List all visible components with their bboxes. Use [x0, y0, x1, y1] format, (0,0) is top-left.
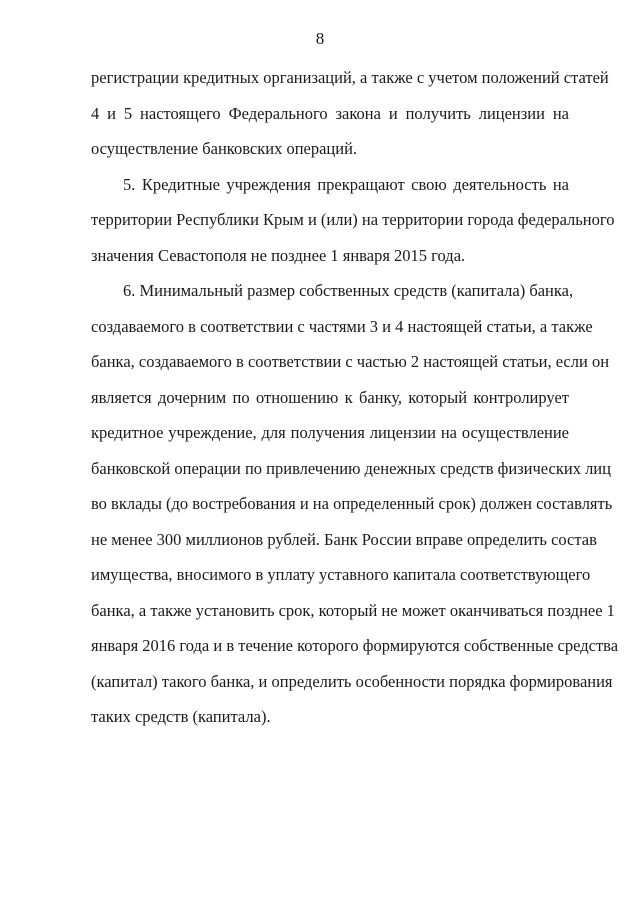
- text-line: кредитное учреждение, для получения лицензии на осуществление: [91, 423, 569, 442]
- text-line: банка, а также установить срок, который не может оканчиваться позднее 1: [91, 601, 615, 620]
- paragraph-6-first-line: 6. Минимальный размер собственных средств (капитала) банка,: [123, 281, 574, 300]
- paragraph-5-first-line: 5. Кредитные учреждения прекращают свою деятельность на: [123, 175, 569, 194]
- text-line: банка, создаваемого в соответствии с частью 2 настоящей статьи, если он: [91, 352, 610, 371]
- text-line: имущества, вносимого в уплату уставного капитала соответствующего: [91, 565, 591, 584]
- text-line: осуществление банковских операций.: [91, 139, 358, 158]
- text-line: не менее 300 миллионов рублей. Банк России вправе определить состав: [91, 530, 597, 549]
- text-line: таких средств (капитала).: [91, 707, 271, 726]
- text-line: (капитал) такого банка, и определить особенности порядка формирования: [91, 672, 613, 691]
- text-line: во вклады (до востребования и на определенный срок) должен составлять: [91, 494, 613, 513]
- text-line: значения Севастополя не позднее 1 января 2015 года.: [91, 246, 466, 265]
- text-line: банковской операции по привлечению денежных средств физических лиц: [91, 459, 611, 478]
- text-line: является дочерним по отношению к банку, который контролирует: [91, 388, 569, 407]
- text-line: 4 и 5 настоящего Федерального закона и получить лицензии на: [91, 104, 569, 123]
- text-line: создаваемого в соответствии с частями 3 и 4 настоящей статьи, а также: [91, 317, 593, 336]
- text-line: территории Республики Крым и (или) на территории города федерального: [91, 210, 615, 229]
- page-number: 8: [315, 29, 325, 48]
- text-line: регистрации кредитных организаций, а также с учетом положений статей: [91, 68, 609, 87]
- text-line: января 2016 года и в течение которого формируются собственные средства: [91, 636, 619, 655]
